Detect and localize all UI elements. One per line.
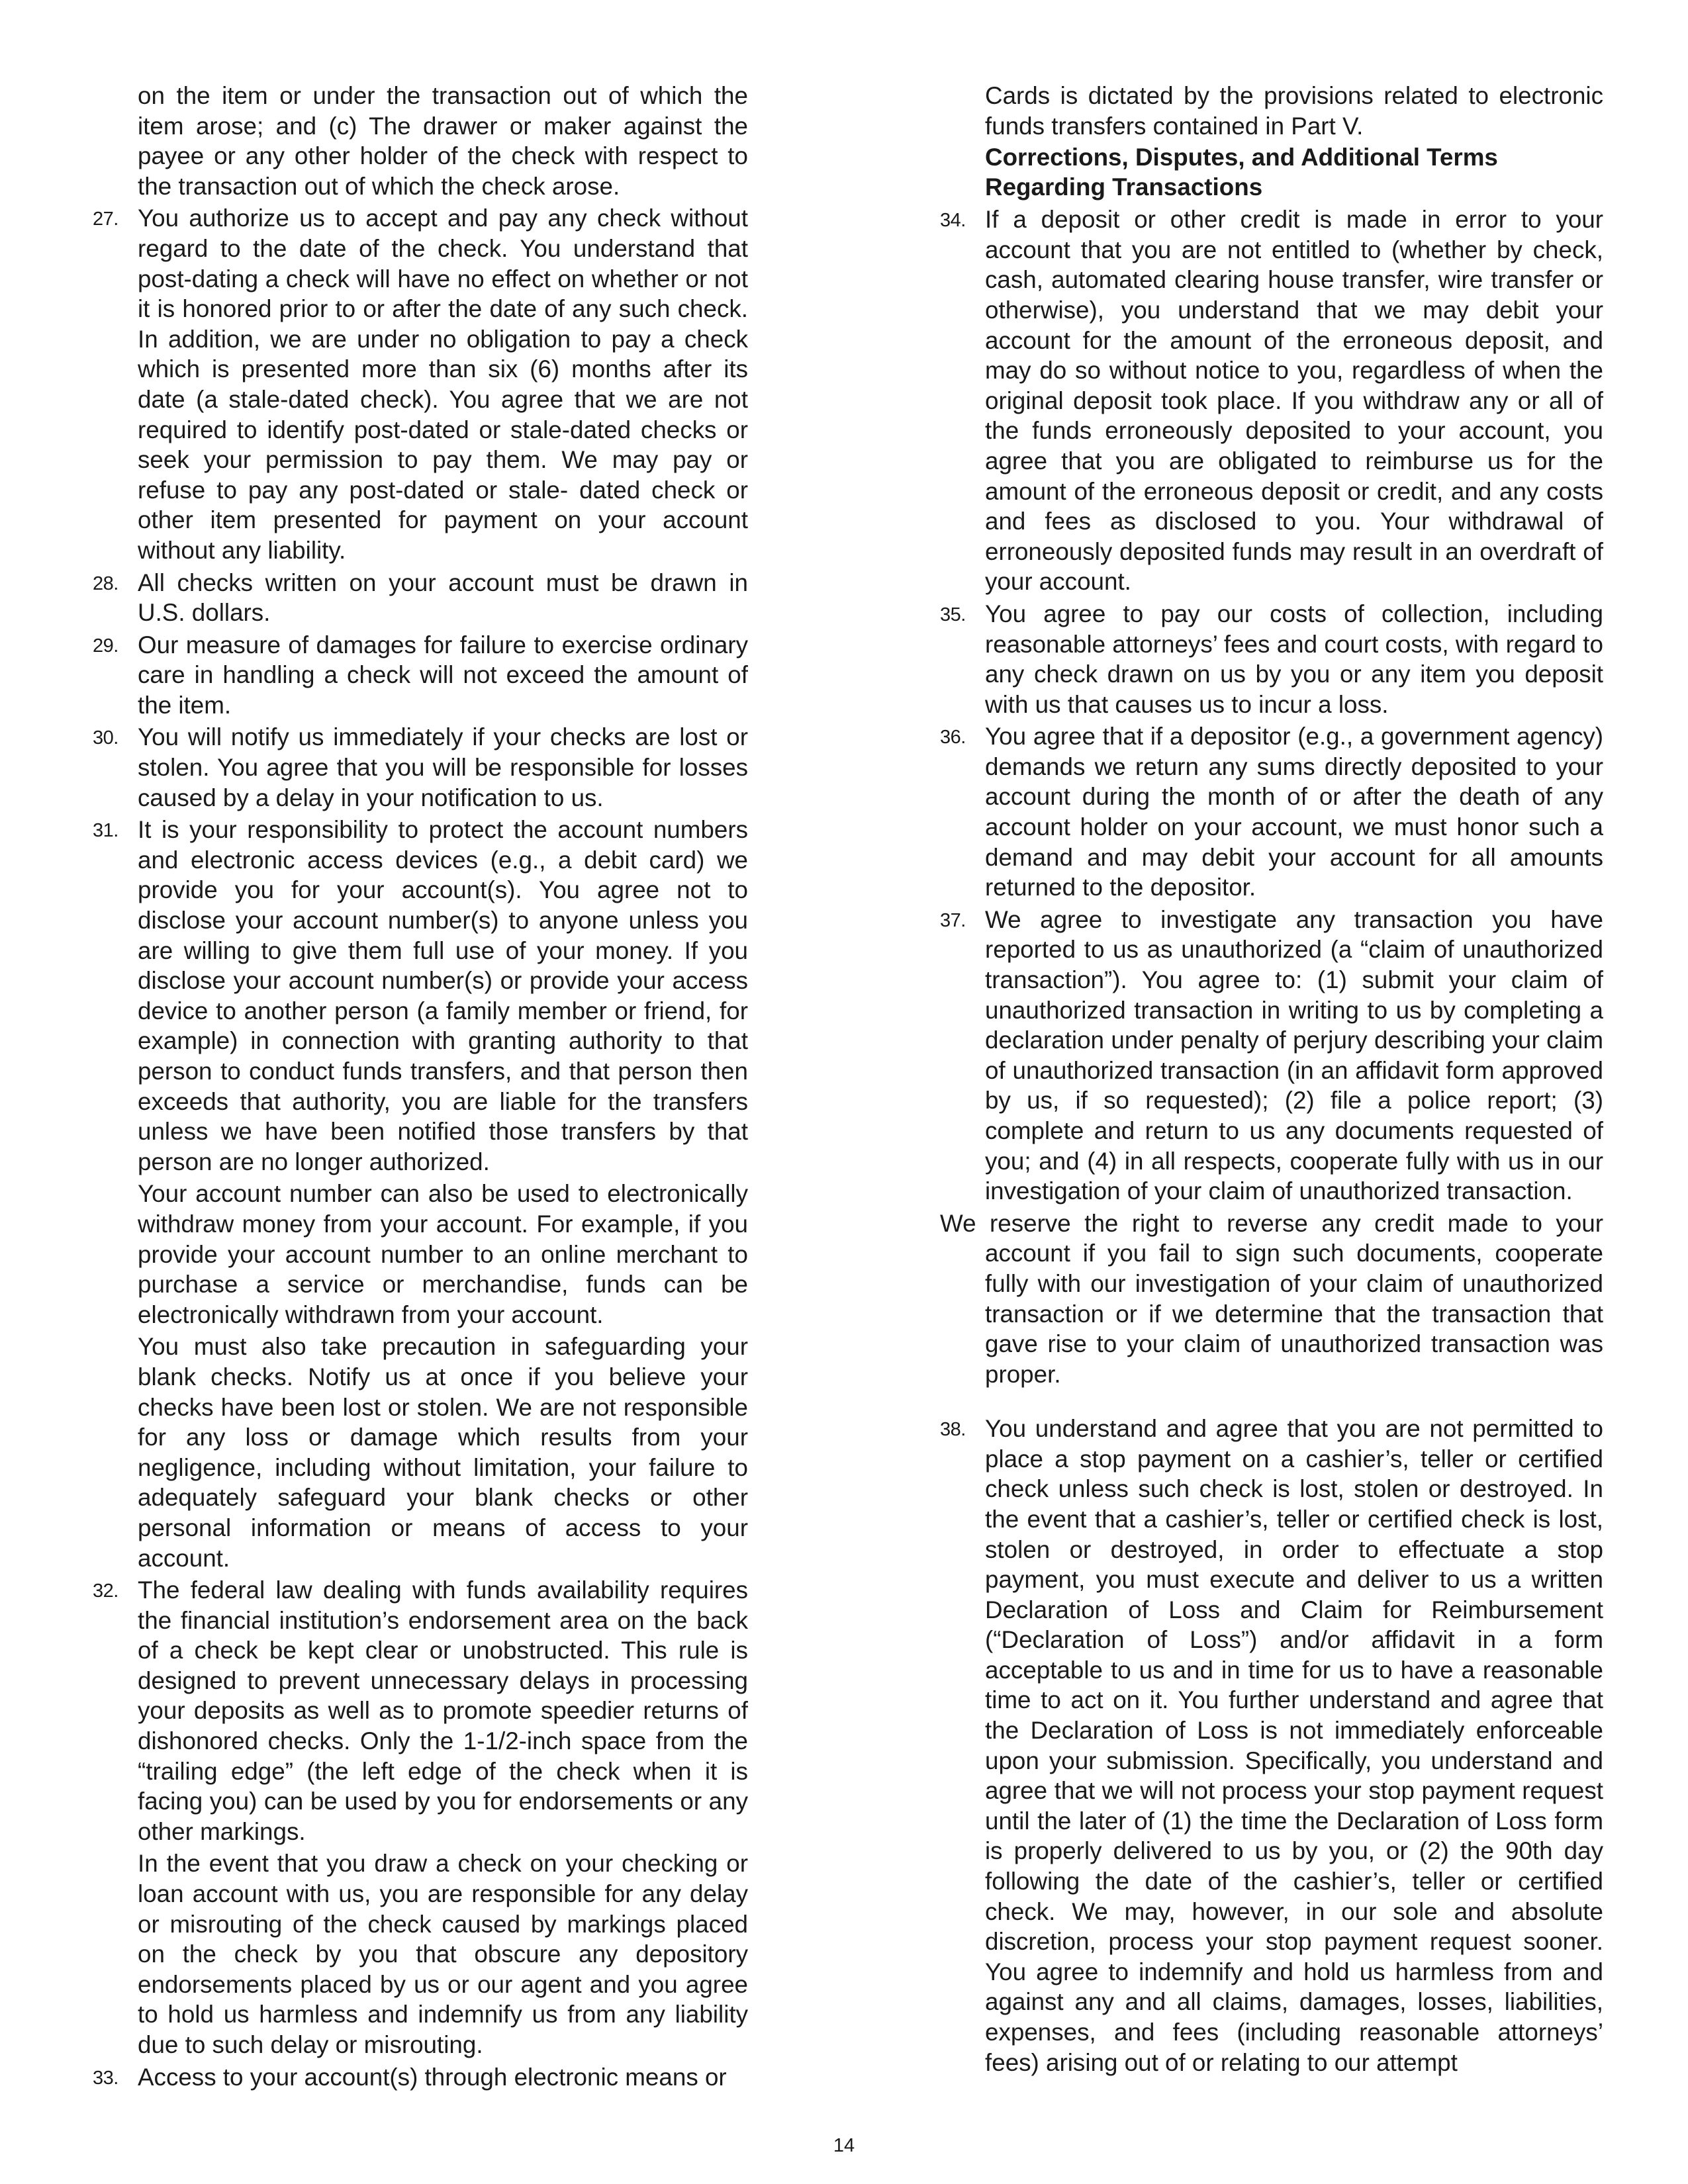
clause-33 [93,2062,748,2093]
clause-text: You understand and agree that you are not permitted to place a stop payment on a cashier’s, teller or certified check unless such check is lost, stolen or destroyed. In the event that a cashier’s, teller or certified check is lost, stolen or destroyed, in order to effectuate a stop payment, you must execute and deliver to us a written Declaration of Loss and Claim for Reimbursement (“Declaration of Loss”) and/or affidavit in a form acceptable to us and in time for us to have a reasonable time to act on it. You further understand and agree that the Declaration of Loss is not immediately enforceable upon your submission. Specifically, you understand and agree that we will not process your stop payment request until the later of (1) the time the Declaration of Loss form is properly delivered to us by you, or (2) the 90th day following the date of the cashier’s, teller or certified check. We may, however, in our sole and absolute discretion, process your stop payment request sooner. You agree to indemnify and hold us harmless from and against any and all claims, damages, losses, liabilities, expenses, and fees (including reasonable attorneys’ fees) arising out of or relating to our attempt [985,1415,1603,2076]
left-column [93,81,748,2092]
clause-number: 33. [93,2067,118,2089]
clause-number: 30. [93,727,118,749]
paragraph-continuation: on the item or under the transaction out of which the item arose; and (c) The drawer or maker against the payee or any other holder of the check with respect to the transaction out of which the check arose. [138,82,748,200]
clause-text: All checks written on your account must be drawn in U.S. dollars. [138,569,748,627]
clause-text: Our measure of damages for failure to exercise ordinary care in handling a check will not exceed the amount of the item. [138,631,748,719]
clause-number: 28. [93,572,118,594]
clause-number: 38. [940,1419,966,1441]
clause-text: If a deposit or other credit is made in error to your account that you are not entitled to (whether by check, cash, automated clearing house transfer, wire transfer or otherwise), you understand that we may debit your account for the amount of the erroneous deposit, and may do so without notice to you, regardless of when the original deposit took place. If you withdraw any or all of the funds erroneously deposited to your account, you agree that you are obligated to reimburse us for the amount of the erroneous deposit or credit, and any costs and fees as disclosed to you. Your withdrawal of erroneously deposited funds may result in an overdraft of your account. [985,206,1603,596]
clause-number: 34. [940,210,966,232]
right-column [940,81,1603,2077]
clause-text: Access to your account(s) through electronic means or [138,2063,727,2091]
clause-text: You agree that if a depositor (e.g., a government agency) demands we return any sums directly deposited to your account during the month of or after the death of any account holder on your account, we must honor such a demand and may debit your account for all amounts returned to the depositor. [985,723,1603,901]
clause-text: You authorize us to accept and pay any check without regard to the date of the check. You understand that post-dating a check will have no effect on whether or not it is honored prior to or after the date of any such check. In addition, we are under no obligation to pay a check which is presented more than six (6) months after its date (a stale-dated check). You agree that we are not required to identify post-dated or stale-dated checks or seek your permission to pay them. We may pay or refuse to pay any post-dated or stale- dated check or other item presented for payment on your account without any liability. [138,205,748,564]
clause-number: 37. [940,909,966,931]
clause-36 [940,721,1603,903]
clause-31-paragraph-3: You must also take precaution in safeguarding your blank checks. Notify us at once if you believe your checks have been lost or stolen. We are not responsible for any loss or damage which results from your negligence, including without limitation, your failure to adequately safeguard your blank checks or other personal information or means of access to your account. [138,1333,748,1572]
section-heading: Corrections, Disputes, and Additional Terms Regarding Transactions [985,144,1498,201]
page-number: 14 [833,2135,855,2156]
clause-31-paragraph-2: Your account number can also be used to electronically withdraw money from your account. For example, if you provide your account number to an online merchant to purchase a service or merchandise, funds can be electronically withdrawn from your account. [138,1180,748,1328]
clause-29 [93,630,748,721]
clause-32-paragraph-2: In the event that you draw a check on your checking or loan account with us, you are responsible for any delay or misrouting of the check caused by markings placed on the check by you that obscure any depository endorsements placed by us or our agent and you agree to hold us harmless and indemnify us from any liability due to such delay or misrouting. [138,1850,748,2058]
clause-text: We agree to investigate any transaction you have reported to us as unauthorized (a “claim of unauthorized transaction”). You agree to: (1) submit your claim of unauthorized transaction in writing to us by completing a declaration under penalty of perjury describing your claim of unauthorized transaction (in an affidavit form approved by us, if so requested); (2) file a police report; (3) complete and return to us any documents requested of you; and (4) in all respects, cooperate fully with us in our investigation of your claim of unauthorized transaction. [985,905,1603,1205]
clause-31 [93,815,748,1177]
paragraph-continuation: Cards is dictated by the provisions related to electronic funds transfers contained in Part V. [985,82,1603,140]
clause-37-paragraph-2: We reserve the right to reverse any credit made to your account if you fail to sign such documents, cooperate fully with our investigation of your claim of unauthorized transaction or if we determine that the transaction that gave rise to your claim of unauthorized transaction was proper. [940,1209,1603,1388]
clause-text: It is your responsibility to protect the account numbers and electronic access devices (e.g., a debit card) we provide you for your account(s). You agree not to disclose your account number(s) to anyone unless you are willing to give them full use of your money. If you disclose your account number(s) or provide your access device to another person (a family member or friend, for example) in connection with granting authority to that person to conduct funds transfers, and that person then exceeds that authority, you are liable for the transfers unless we have been notified those transfers by that person are no longer authorized. [138,816,748,1175]
clause-27 [93,203,748,565]
clause-38 [940,1414,1603,2077]
clause-30 [93,722,748,813]
clause-32 [93,1575,748,1846]
clause-text: You agree to pay our costs of collection, including reasonable attorneys’ fees and court costs, with regard to any check drawn on us by you or any item you deposit with us that causes us to incur a loss. [985,600,1603,718]
clause-number: 32. [93,1580,118,1602]
clause-28 [93,568,748,628]
clause-number: 36. [940,727,966,749]
clause-35 [940,599,1603,719]
clause-34 [940,205,1603,597]
clause-37 [940,905,1603,1206]
clause-text: The federal law dealing with funds availability requires the financial institution’s endorsement area on the back of a check be kept clear or unobstructed. This rule is designed to prevent unnecessary delays in processing your deposits as well as to promote speedier returns of dishonored checks. Only the 1-1/2-inch space from the “trailing edge” (the left edge of the check when it is facing you) can be used by you for endorsements or any other markings. [138,1576,748,1845]
clause-number: 35. [940,604,966,625]
clause-number: 31. [93,820,118,842]
clause-number: 27. [93,208,118,230]
clause-text: You will notify us immediately if your checks are lost or stolen. You agree that you will be responsible for losses caused by a delay in your notification to us. [138,723,748,811]
clause-number: 29. [93,635,118,657]
